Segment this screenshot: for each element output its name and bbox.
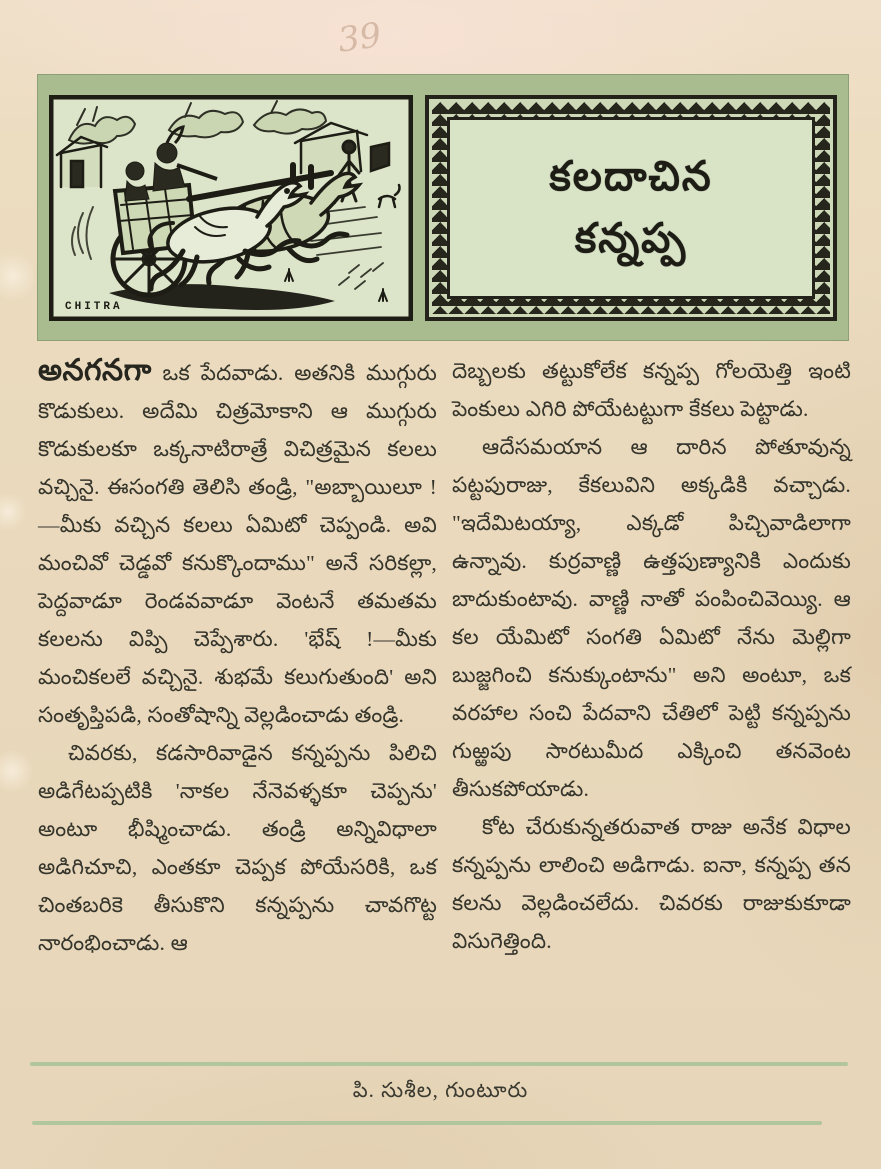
story-title-line1: కలదాచిన <box>549 153 713 200</box>
story-title-box <box>425 95 837 321</box>
paragraph-3: దెబ్బలకు తట్టుకోలేక కన్నప్ప గోలయెత్తి ఇంటి పెంకులు ఎగిరి పోయేటట్టుగా కేకలు పెట్టాడు. <box>452 359 851 421</box>
header-panel <box>37 74 849 341</box>
paper-stain <box>0 248 34 304</box>
paragraph-5: కోట చేరుకున్నతరువాత రాజు అనేక విధాల కన్నప్పను లాలించి అడిగాడు. ఐనా, కన్నప్ప తన కలను వెల్లడించలేదు. చివరకు రాజుకుకూడా విసుగెత్తింది. <box>452 815 851 953</box>
story-title-line2: కన్నప్ప <box>574 214 688 261</box>
handwritten-page-number: 39 <box>335 15 384 61</box>
left-column <box>38 352 437 962</box>
footer-rule-bottom <box>32 1121 822 1125</box>
right-column <box>452 352 851 962</box>
illustrator-signature: CHITRA <box>65 300 123 313</box>
author-credit: పి. సుశీల, గుంటూరు <box>352 1078 529 1102</box>
footer-rule-top <box>30 1062 848 1066</box>
paragraph-1-text: ఒక పేదవాడు. అతనికి ముగ్గురు కొడుకులు. అదేమి చిత్రమోకాని ఆ ముగ్గురు కొడుకులకూ ఒక్కనాటిరాత్రే విచిత్రమైన కలలు వచ్చినై. ఈసంగతి తెలిసి తండ్రి, "అబ్బాయిలూ !—మీకు వచ్చిన కలలు ఏమిటో చెప్పండి. అవి మంచివో చెడ్డవో కనుక్కొందాము" అనే సరికల్లా, పెద్దవాడూ రెండవవాడూ వెంటనే తమతమ కలలను విప్పి చెప్పేశారు. 'భేష్ !—మీకు మంచికలలే వచ్చినై. శుభమే కలుగుతుంది' అని సంతృప్తిపడి, సంతోషాన్ని వెల్లడించాడు తండ్రి. <box>38 361 437 727</box>
ornamental-frame <box>432 102 830 314</box>
opening-word: అనగనగా <box>38 354 152 387</box>
paragraph-2: చివరకు, కడసారివాడైన కన్నప్పను పిలిచి అడిగేటప్పటికి 'నాకల నేనెవళ్ళకూ చెప్పను' అంటూ భీష్మించాడు. తండ్రి అన్నివిధాలా అడిగిచూచి, ఎంతకూ చెప్పక పోయేసరికి, ఒక చింతబరికె తీసుకొని కన్నప్పను చావగొట్ట నారంభించాడు. ఆ <box>38 741 437 955</box>
chariot-illustration <box>49 95 413 321</box>
paragraph-4: ఆదేసమయాన ఆ దారిన పోతూవున్న పట్టపురాజు, కేకలువిని అక్కడికి వచ్చాడు. "ఇదేమిటయ్యా, ఎక్కడో పిచ్చివాడిలాగా ఉన్నావు. కుర్రవాణ్ణి ఉత్తపుణ్యానికి ఎందుకు బాదుకుంటావు. వాణ్ణి నాతో పంపించివెయ్యి. ఆ కల యేమిటో సంగతి ఏమిటో నేను మెల్లిగా బుజ్జగించి కనుక్కుంటాను" అని అంటూ, ఒక వరహాల సంచి పేదవాని చేతిలో పెట్టి కన్నప్పను గుఱ్ఱపు సారటుమీద ఎక్కించి తనవెంట తీసుకపోయాడు. <box>452 435 851 801</box>
story-body <box>0 352 881 962</box>
paragraph-1 <box>38 352 437 734</box>
